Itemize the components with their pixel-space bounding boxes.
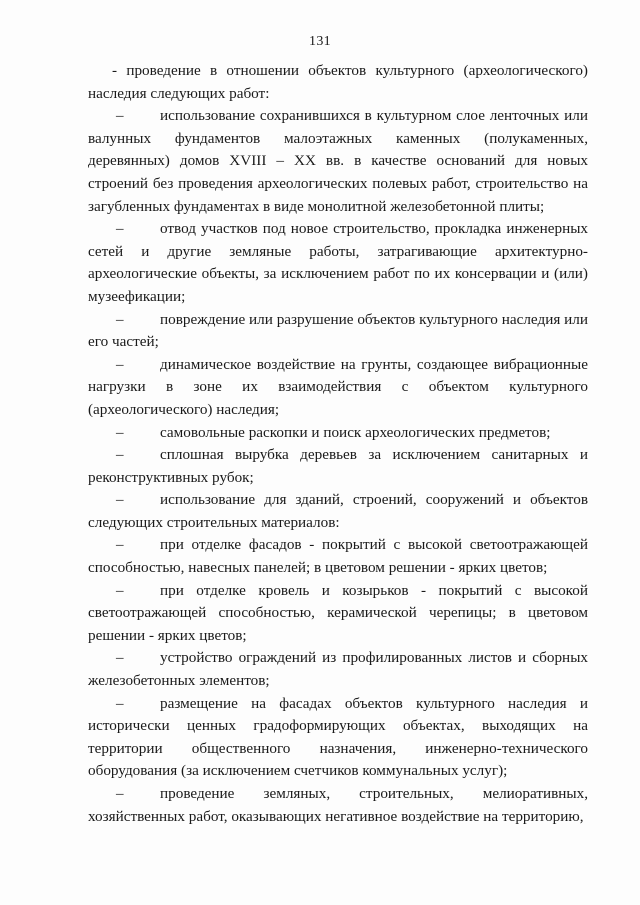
- dash-marker: –: [116, 492, 124, 509]
- list-item: [88, 534, 588, 579]
- list-item: [88, 783, 588, 828]
- dash-marker: –: [116, 221, 124, 238]
- list-item-text: повреждение или разрушение объектов культурного наследия или его частей;: [88, 310, 588, 351]
- dash-marker: –: [116, 695, 124, 712]
- dash-marker: –: [116, 424, 124, 441]
- dash-marker: –: [116, 582, 124, 599]
- document-body: [88, 60, 588, 828]
- list-item: [88, 693, 588, 783]
- list-item-text: устройство ограждений из профилированных листов и сборных железобетонных элементов;: [88, 649, 588, 690]
- list-item-text: отвод участков под новое строительство, прокладка инженерных сетей и другие земляные работы, затрагивающие архитектурно-археологические объекты, за исключением работ по их консервации и (или) музеефикации;: [88, 220, 588, 305]
- list-item-text: при отделке кровель и козырьков - покрытий с высокой светоотражающей способностью, керамической черепицы; в цветовом решении - ярких цветов;: [88, 581, 588, 644]
- list-item: [88, 444, 588, 489]
- page-number: 131: [309, 34, 331, 49]
- dash-marker: –: [116, 311, 124, 328]
- dash-marker: –: [116, 786, 124, 802]
- dash-marker: –: [116, 447, 124, 464]
- dash-marker: –: [116, 650, 124, 667]
- list-item-text: самовольные раскопки и поиск археологических предметов;: [160, 423, 551, 441]
- list-item-text: сплошная вырубка деревьев за исключением санитарных и реконструктивных рубок;: [88, 446, 588, 486]
- list-item: [88, 105, 588, 218]
- list-item-text: проведение земляных, строительных, мелиоративных, хозяйственных работ, оказывающих негативное воздействие на территорию,: [88, 785, 588, 825]
- list-item-text: динамическое воздействие на грунты, создающее вибрационные нагрузки в зоне их взаимодействия с объектом культурного (археологического) наследия;: [88, 355, 588, 418]
- dash-marker: –: [116, 108, 124, 125]
- list-item-text: размещение на фасадах объектов культурного наследия и исторически ценных градоформирующих объектах, выходящих на территории общественного назначения, инженерно-технического оборудования (за исключением счетчиков коммунальных услуг);: [88, 694, 588, 780]
- dash-marker: –: [116, 356, 124, 373]
- dash-marker: –: [116, 537, 124, 554]
- list-item-text: использование сохранившихся в культурном слое ленточных или валунных фундаментов малоэтажных каменных (полукаменных, деревянных) домов XVIII – XX вв. в качестве оснований для новых строений без проведения археологических полевых работ, строительство на загубленных фундаментах в виде монолитной железобетонной плиты;: [88, 107, 588, 215]
- list-item: [88, 580, 588, 648]
- list-item: [88, 309, 588, 354]
- list-item-text: использование для зданий, строений, сооружений и объектов следующих строительных материалов:: [88, 491, 588, 531]
- list-item: [88, 489, 588, 534]
- list-item: [88, 647, 588, 692]
- list-item: [88, 422, 588, 445]
- intro-paragraph: - проведение в отношении объектов культурного (археологического) наследия следующих работ:: [88, 62, 588, 102]
- list-item: [88, 354, 588, 422]
- list-item-text: при отделке фасадов - покрытий с высокой светоотражающей способностью, навесных панелей; в цветовом решении - ярких цветов;: [88, 536, 588, 577]
- list-item: [88, 218, 588, 308]
